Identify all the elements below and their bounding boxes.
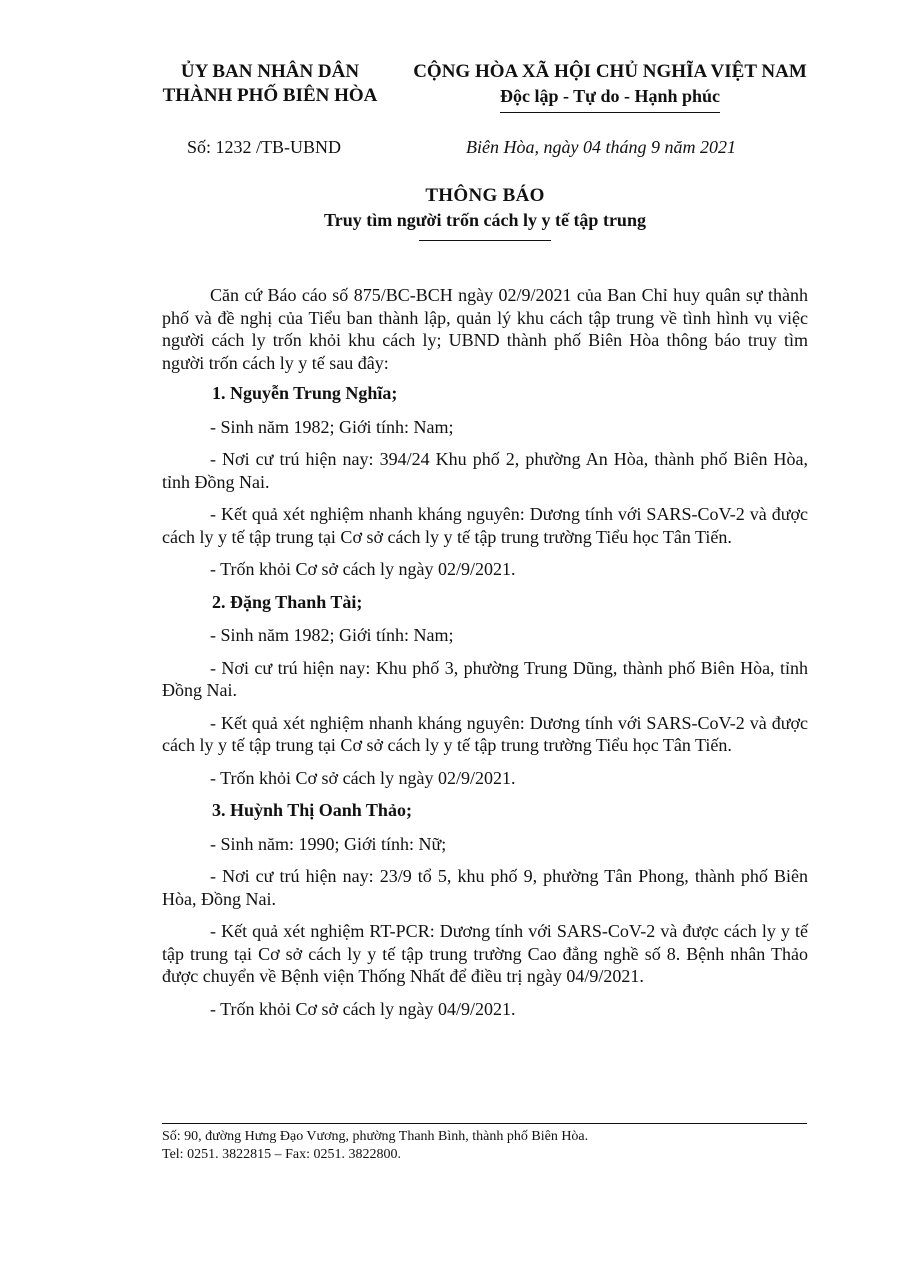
issuing-agency <box>150 60 390 108</box>
person-birth: - Sinh năm: 1990; Giới tính: Nữ; <box>210 833 447 854</box>
motto-underline <box>500 112 720 113</box>
person-entry-3 <box>162 799 808 1020</box>
person-residence: - Nơi cư trú hiện nay: 394/24 Khu phố 2, phường An Hòa, thành phố Biên Hòa, tỉnh Đồng Nai. <box>162 449 808 492</box>
person-test-result: - Kết quả xét nghiệm RT-PCR: Dương tính với SARS-CoV-2 và được cách ly y tế tập trung tại Cơ sở cách ly y tế tập trung trường Cao đẳng nghề số 8. Bệnh nhân Thảo được chuyển về Bệnh viện Thống Nhất để điều trị ngày 04/9/2021. <box>162 921 808 986</box>
document-subtitle: Truy tìm người trốn cách ly y tế tập trung <box>324 210 646 230</box>
document-body <box>162 284 808 1030</box>
person-entry-2 <box>162 591 808 790</box>
person-name: 1. Nguyễn Trung Nghĩa; <box>212 383 398 403</box>
person-test-result: - Kết quả xét nghiệm nhanh kháng nguyên: Dương tính với SARS-CoV-2 và được cách ly y tế tập trung tại Cơ sở cách ly y tế tập trung trường Tiểu học Tân Tiến. <box>162 712 808 755</box>
footer-address: Số: 90, đường Hưng Đạo Vương, phường Thanh Bình, thành phố Biên Hòa. <box>162 1129 589 1144</box>
person-birth: - Sinh năm 1982; Giới tính: Nam; <box>210 625 454 645</box>
document-title: THÔNG BÁO <box>425 185 545 206</box>
person-escape: - Trốn khỏi Cơ sở cách ly ngày 02/9/2021. <box>210 559 516 579</box>
person-birth: - Sinh năm 1982; Giới tính: Nam; <box>210 416 454 437</box>
person-escape: - Trốn khỏi Cơ sở cách ly ngày 02/9/2021. <box>210 767 516 788</box>
intro-paragraph: Căn cứ Báo cáo số 875/BC-BCH ngày 02/9/2021 của Ban Chỉ huy quân sự thành phố và đề nghị của Tiểu ban thành lập, quản lý khu cách tập trung về tình hình vụ việc người cách ly trốn khỏi khu cách ly; UBND thành phố Biên Hòa thông báo truy tìm người trốn cách ly y tế sau đây: <box>162 285 808 373</box>
title-underline <box>419 240 551 241</box>
person-name: 3. Huỳnh Thị Oanh Thảo; <box>212 800 412 820</box>
person-name: 2. Đặng Thanh Tài; <box>212 591 363 612</box>
person-test-result: - Kết quả xét nghiệm nhanh kháng nguyên: Dương tính với SARS-CoV-2 và được cách ly y tế tập trung tại Cơ sở cách ly y tế tập trung trường Tiểu học Tân Tiến. <box>162 504 808 547</box>
person-residence: - Nơi cư trú hiện nay: Khu phố 3, phường Trung Dũng, thành phố Biên Hòa, tỉnh Đồng Nai. <box>162 657 808 700</box>
person-escape: - Trốn khỏi Cơ sở cách ly ngày 04/9/2021. <box>210 998 516 1019</box>
page-footer <box>162 1128 588 1164</box>
person-residence: - Nơi cư trú hiện nay: 23/9 tổ 5, khu phố 9, phường Tân Phong, thành phố Biên Hòa, Đồng Nai. <box>162 866 808 909</box>
date-line: Biên Hòa, ngày 04 tháng 9 năm 2021 <box>466 137 736 157</box>
footer-contact: Tel: 0251. 3822815 – Fax: 0251. 3822800. <box>162 1147 401 1162</box>
footer-divider <box>162 1123 807 1124</box>
national-header <box>400 60 820 113</box>
nation-name: CỘNG HÒA XÃ HỘI CHỦ NGHĨA VIỆT NAM <box>413 61 807 82</box>
national-motto: Độc lập - Tự do - Hạnh phúc <box>499 86 721 106</box>
document-title-block <box>150 184 820 241</box>
agency-line-2: THÀNH PHỐ BIÊN HÒA <box>162 85 378 106</box>
agency-line-1: ỦY BAN NHÂN DÂN <box>180 61 360 82</box>
person-entry-1 <box>162 382 808 581</box>
document-number: Số: 1232 /TB-UBND <box>187 137 342 157</box>
